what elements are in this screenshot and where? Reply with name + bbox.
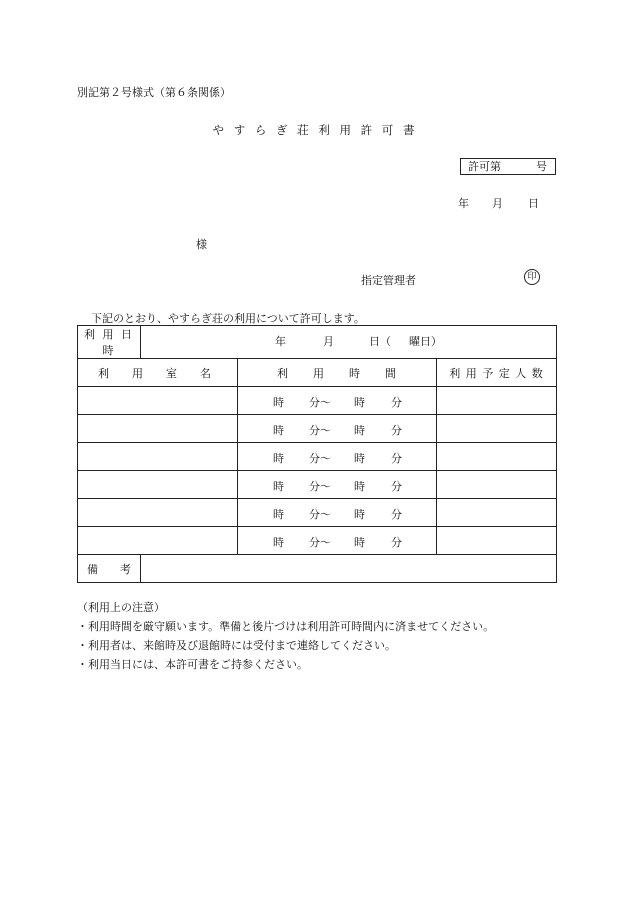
room-name-cell[interactable] [78, 415, 238, 443]
end-hour-unit: 時 [354, 424, 365, 437]
remarks-row [78, 555, 557, 583]
start-minute-unit: 分～ [309, 536, 331, 549]
note-item: ・利用時間を厳守願います。準備と後片づけは利用許可時間内に済ませてください。 [77, 620, 495, 633]
end-minute-unit: 分 [391, 508, 402, 521]
people-count-cell[interactable] [437, 443, 557, 471]
end-minute-unit: 分 [391, 480, 402, 493]
time-row [78, 443, 557, 471]
usage-table [77, 325, 557, 583]
time-cell[interactable] [238, 387, 437, 415]
end-hour-unit: 時 [354, 480, 365, 493]
time-row [78, 387, 557, 415]
people-count-cell[interactable] [437, 415, 557, 443]
start-minute-unit: 分～ [309, 452, 331, 465]
room-name-cell[interactable] [78, 387, 238, 415]
end-minute-unit: 分 [391, 452, 402, 465]
end-hour-unit: 時 [354, 396, 365, 409]
start-hour-unit: 時 [273, 396, 284, 409]
time-cell[interactable] [238, 415, 437, 443]
end-minute-unit: 分 [391, 396, 402, 409]
end-hour-unit: 時 [354, 536, 365, 549]
start-minute-unit: 分～ [309, 480, 331, 493]
room-name-cell[interactable] [78, 443, 238, 471]
header-room: 利 用 室 名 [78, 359, 238, 387]
document-title: や す ら ぎ 荘 利 用 許 可 書 [212, 123, 418, 137]
end-hour-unit: 時 [354, 508, 365, 521]
usage-date-cell [141, 326, 557, 359]
start-minute-unit: 分～ [309, 424, 331, 437]
time-row [78, 415, 557, 443]
end-minute-unit: 分 [391, 424, 402, 437]
start-hour-unit: 時 [273, 424, 284, 437]
usage-date-month: 月 [323, 335, 334, 348]
header-time: 利 用 時 間 [238, 359, 437, 387]
note-item: ・利用者は、来館時及び退館時には受付まで連絡してください。 [77, 639, 396, 652]
start-hour-unit: 時 [273, 536, 284, 549]
permit-number-suffix: 号 [536, 160, 547, 173]
time-row [78, 499, 557, 527]
permit-number-label: 許可第 [468, 160, 501, 173]
remarks-field[interactable] [141, 555, 557, 583]
permit-number-box [460, 158, 556, 175]
issue-date-day: 日 [528, 197, 539, 210]
usage-date-year: 年 [275, 335, 286, 348]
time-row [78, 471, 557, 499]
people-count-cell[interactable] [437, 499, 557, 527]
seal-mark: 印 [524, 269, 540, 285]
remarks-label: 備 考 [78, 555, 141, 583]
addressee-suffix: 様 [196, 238, 207, 251]
end-minute-unit: 分 [391, 536, 402, 549]
header-row [78, 359, 557, 387]
time-cell[interactable] [238, 527, 437, 555]
end-hour-unit: 時 [354, 452, 365, 465]
time-cell[interactable] [238, 499, 437, 527]
issue-date-month: 月 [492, 197, 503, 210]
start-hour-unit: 時 [273, 452, 284, 465]
usage-date-label: 利 用 日 時 [78, 326, 141, 359]
form-reference: 別記第２号様式（第６条関係） [77, 86, 231, 99]
notes-heading: （利用上の注意） [77, 601, 165, 614]
time-cell[interactable] [238, 443, 437, 471]
usage-date-day: 日（ [369, 335, 391, 348]
start-minute-unit: 分～ [309, 396, 331, 409]
room-name-cell[interactable] [78, 499, 238, 527]
usage-date-weekday: 曜日） [409, 335, 442, 348]
room-name-cell[interactable] [78, 527, 238, 555]
usage-date-row [78, 326, 557, 359]
note-item: ・利用当日には、本許可書をご持参ください。 [77, 658, 308, 671]
usage-notes [77, 598, 494, 674]
time-row [78, 527, 557, 555]
header-people: 利 用 予 定 人 数 [437, 359, 557, 387]
intro-text: 下記のとおり、やすらぎ荘の利用について許可します。 [91, 312, 365, 325]
people-count-cell[interactable] [437, 471, 557, 499]
start-hour-unit: 時 [273, 508, 284, 521]
room-name-cell[interactable] [78, 471, 238, 499]
time-cell[interactable] [238, 471, 437, 499]
issue-date-year: 年 [458, 197, 469, 210]
people-count-cell[interactable] [437, 527, 557, 555]
start-minute-unit: 分～ [309, 508, 331, 521]
manager-label: 指定管理者 [361, 274, 416, 287]
start-hour-unit: 時 [273, 480, 284, 493]
people-count-cell[interactable] [437, 387, 557, 415]
